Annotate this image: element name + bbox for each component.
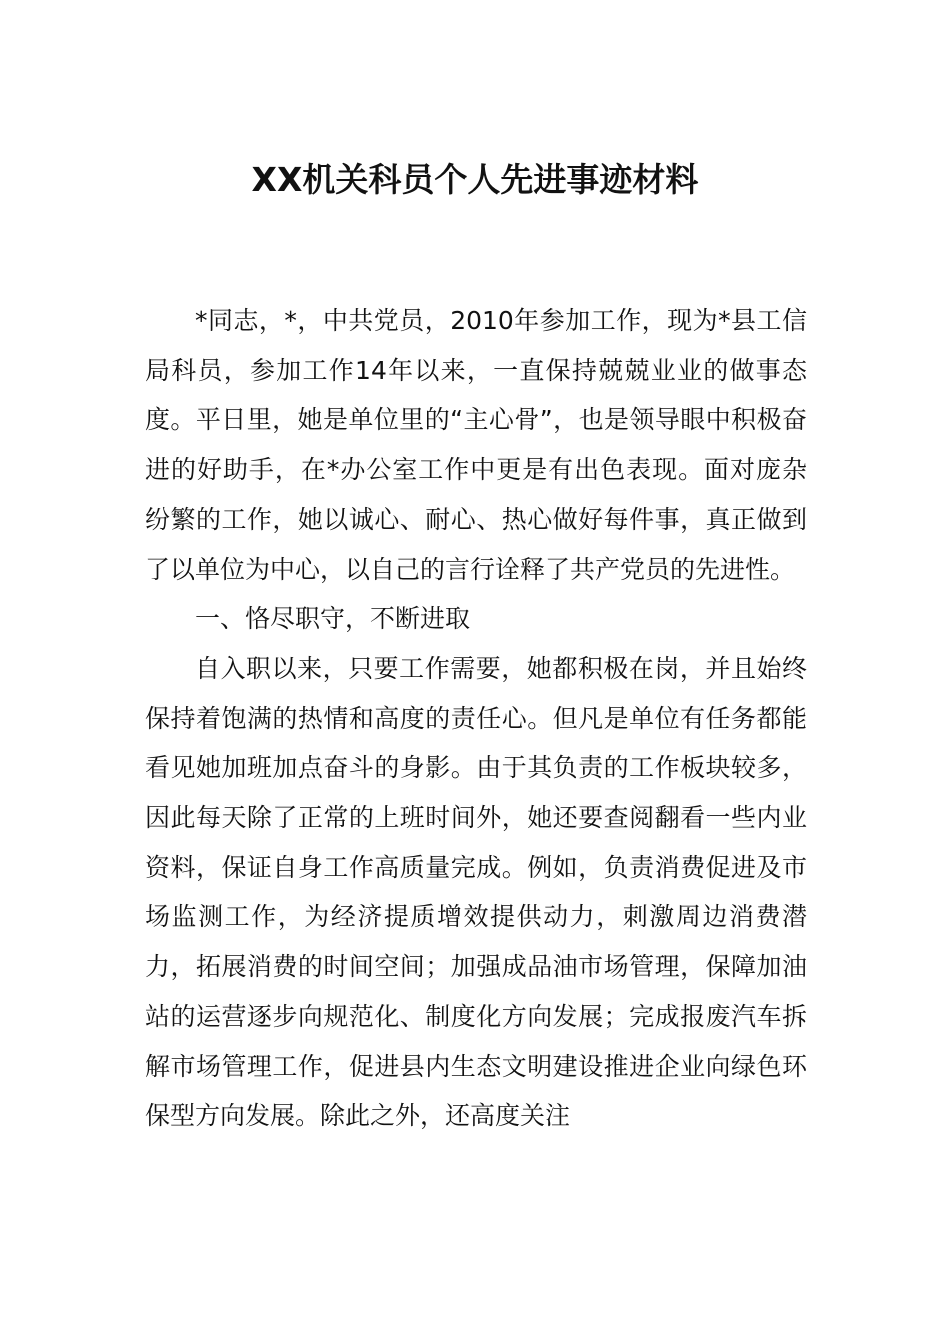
document-title: XX机关科员个人先进事迹材料: [251, 160, 699, 199]
section-paragraph: 自入职以来，只要工作需要，她都积极在岗，并且始终保持着饱满的热情和高度的责任心。但凡是单位有任务都能看见她加班加点奋斗的身影。由于其负责的工作板块较多，因此每天除了正常的上班时间外，她还要查阅翻看一些内业资料，保证自身工作高质量完成。例如，负责消费促进及市场监测工作，为经济提质增效提供动力，刺激周边消费潜力，拓展消费的时间空间；加强成品油市场管理，保障加油站的运营逐步向规范化、制度化方向发展；完成报废汽车拆解市场管理工作，促进县内生态文明建设推进企业向绿色环保型方向发展。除此之外，还高度关注: [145, 653, 807, 1131]
section-heading: 一、恪尽职守，不断进取: [195, 604, 471, 634]
intro-paragraph: *同志，*，中共党员，2010年参加工作，现为*县工信局科员，参加工作14年以来，一直保持兢兢业业的做事态度。平日里，她是单位里的“主心骨”，也是领导眼中积极奋进的好助手，在*办公室工作中更是有出色表现。面对庞杂纷繁的工作，她以诚心、耐心、热心做好每件事，真正做到了以单位为中心，以自己的言行诠释了共产党员的先进性。: [145, 306, 807, 584]
document-body: [145, 296, 807, 1141]
